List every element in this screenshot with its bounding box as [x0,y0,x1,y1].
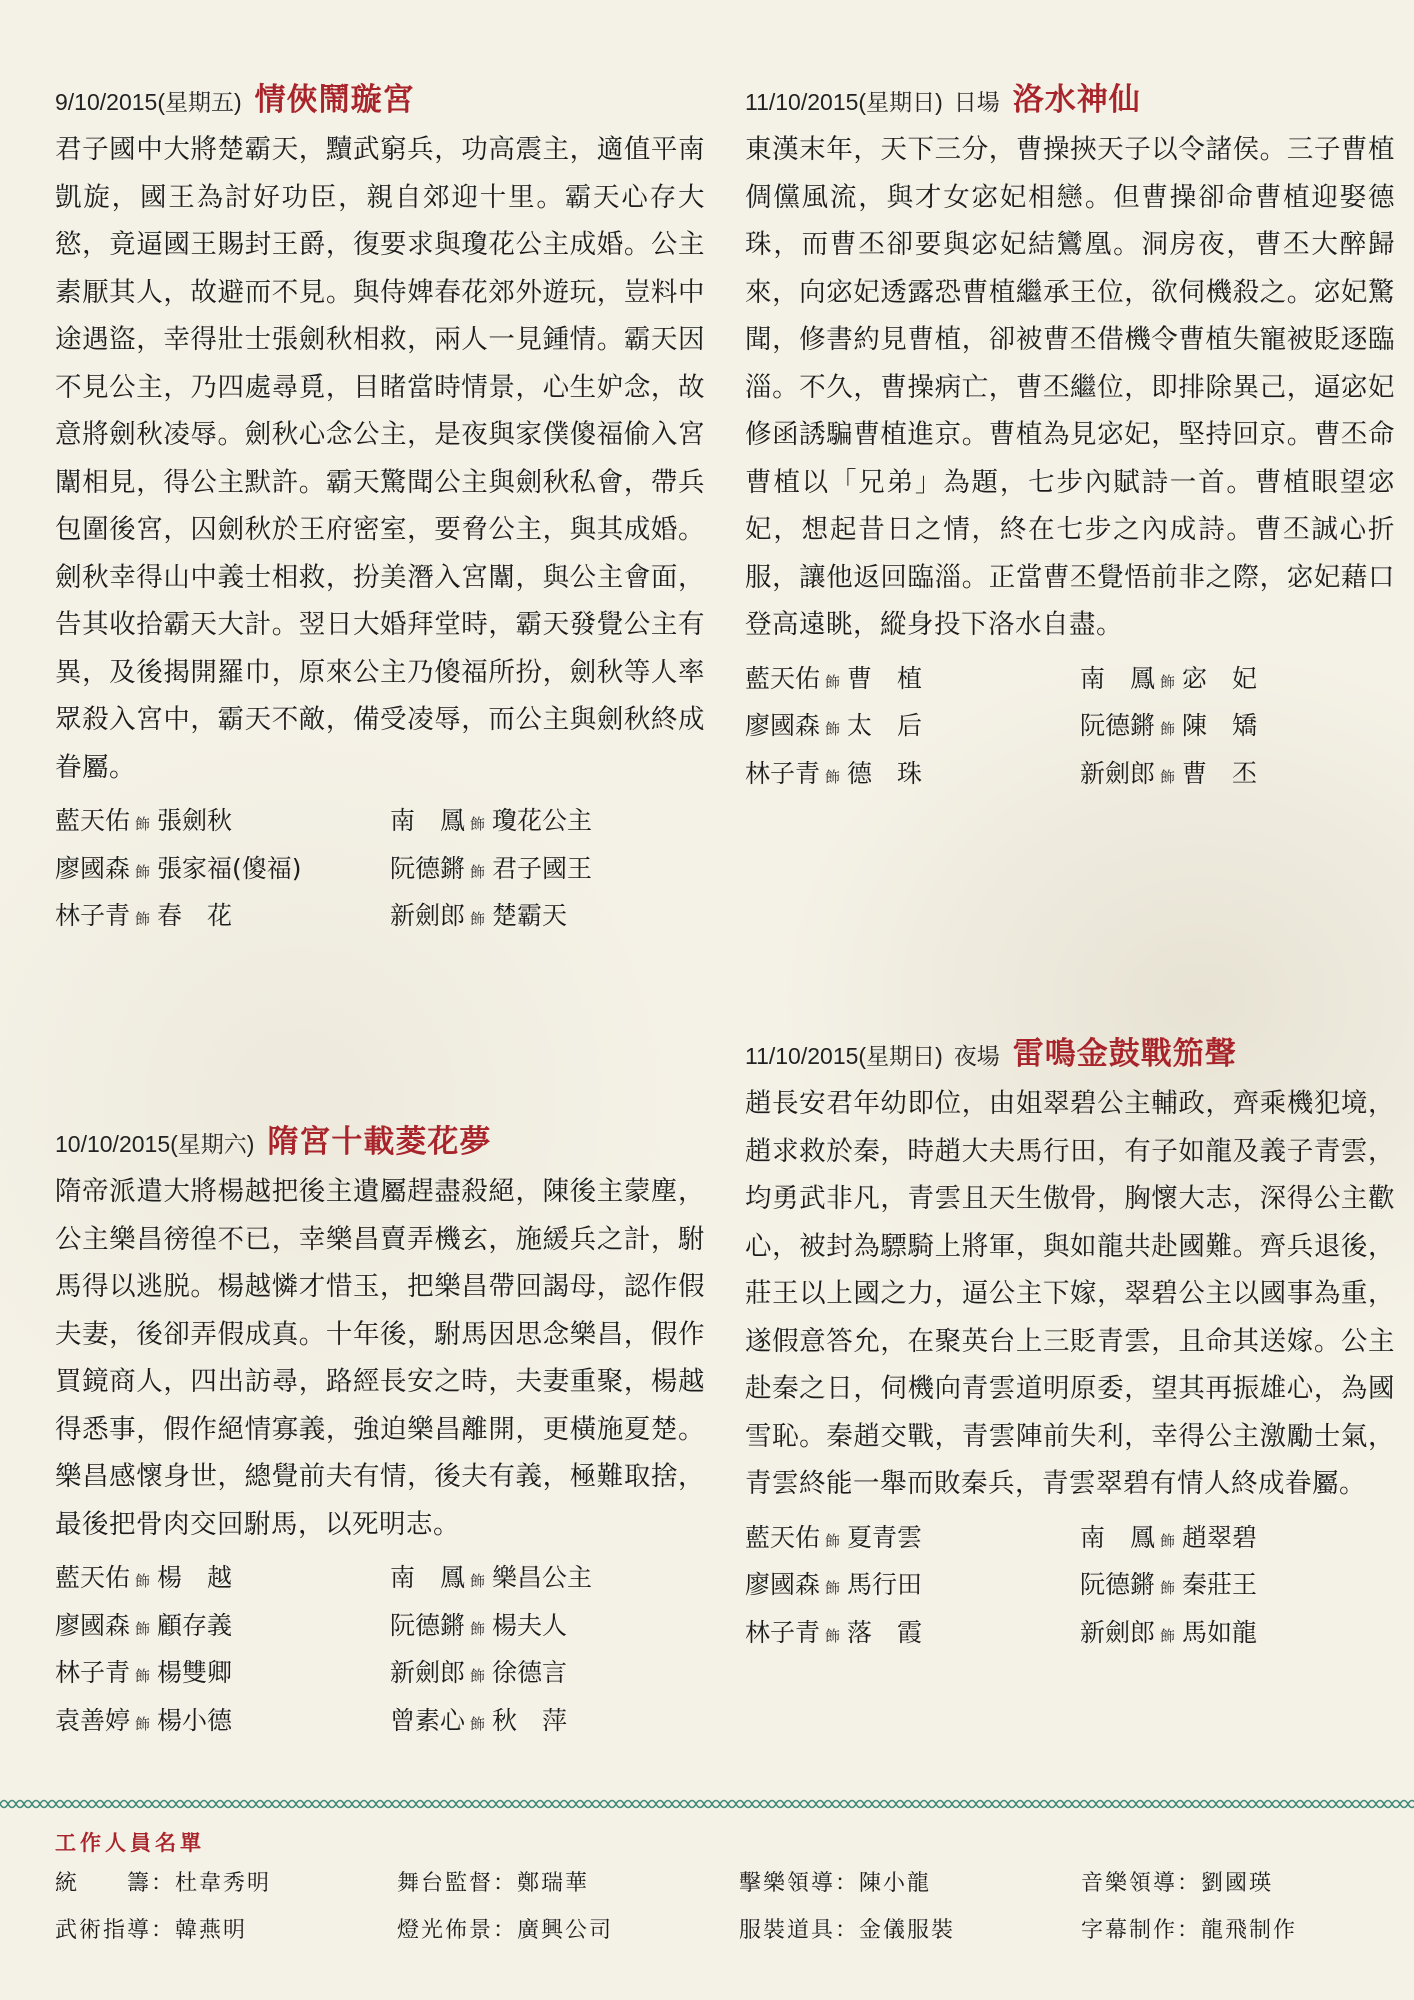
cast-entry [55,797,390,849]
show-header [745,1030,1395,1078]
cast-entry [745,655,1080,707]
cast-as-label: 飾 [825,672,841,691]
cast-row [745,1561,1395,1609]
cast-role: 顧存義 [157,1610,233,1640]
cast-role: 太 后 [847,711,923,740]
cast-entry [55,1649,390,1701]
cast-as-label: 飾 [1160,720,1176,738]
cast-role: 馬行田 [847,1570,923,1599]
cast-entry [745,702,1080,754]
staff-list [55,1826,1375,1954]
staff-item: 擊樂領導：陳小龍 [739,1871,932,1896]
cast-entry [1080,750,1414,802]
cast-entry [390,797,725,849]
cast-entry [390,845,725,897]
cast-role: 楊夫人 [492,1610,568,1640]
cast-actor: 林子青 [745,1617,821,1647]
cast-actor: 阮德鏘 [1080,1570,1156,1599]
cast-as-label: 飾 [470,815,486,833]
cast-as-label: 飾 [135,1619,151,1638]
show-section-4 [745,1030,1395,1656]
staff-item: 統 籌：杜韋秀明 [55,1871,272,1896]
cast-actor: 新劍郎 [390,901,466,930]
cast-role: 春 花 [157,901,233,930]
show-header [745,76,1395,124]
cast-entry [1080,655,1414,707]
cast-role: 馬如龍 [1182,1617,1258,1647]
cast-as-label: 飾 [470,1714,486,1733]
cast-entry [390,1697,725,1749]
show-section-2 [745,76,1395,797]
cast-role: 樂昌公主 [492,1563,593,1592]
cast-as-label: 飾 [135,1572,151,1590]
show-title: 情俠鬧璇宮 [254,82,415,118]
cast-entry [745,1561,1080,1613]
cast-actor: 廖國森 [745,711,821,740]
show-time: 日場 [953,90,1000,116]
cast-actor: 廖國森 [55,1610,131,1640]
cast-actor: 阮德鏘 [1080,711,1156,740]
staff-heading: 工作人員名單 [55,1830,205,1855]
cast-as-label: 飾 [1160,1626,1176,1645]
show-header [55,76,705,124]
cast-actor: 新劍郎 [390,1658,466,1687]
show-section-3 [55,1118,705,1744]
staff-item: 字幕制作：龍飛制作 [1081,1918,1298,1943]
cast-as-label: 飾 [470,1572,486,1590]
cast-role: 楊小德 [157,1705,233,1735]
show-title: 雷鳴金鼓戰笳聲 [1012,1036,1237,1072]
cast-actor: 南 鳳 [390,1563,466,1592]
cast-role: 張家福(傻福) [157,853,302,883]
cast-row [55,892,705,940]
cast-list [745,655,1395,798]
staff-item: 服裝道具：金儀服裝 [739,1918,956,1943]
cast-as-label: 飾 [135,815,151,833]
cast-as-label: 飾 [470,1619,486,1638]
cast-entry [390,892,725,944]
cast-as-label: 飾 [825,720,841,738]
show-date: 11/10/2015(星期日) [745,89,943,115]
staff-item: 武術指導：韓燕明 [55,1918,248,1943]
show-header [55,1118,705,1166]
cast-as-label: 飾 [1160,767,1176,786]
cast-entry [1080,702,1414,754]
cast-role: 楚霸天 [492,901,568,930]
show-title: 洛水神仙 [1012,82,1141,118]
cast-actor: 廖國森 [745,1570,821,1599]
cast-role: 夏青雲 [847,1522,923,1552]
cast-entry [55,1602,390,1654]
cast-entry [390,1554,725,1606]
cast-row [745,655,1395,703]
cast-entry [390,1649,725,1701]
cast-role: 陳 矯 [1182,711,1258,740]
cast-role: 秦莊王 [1182,1570,1258,1599]
cast-as-label: 飾 [825,1531,841,1550]
cast-row [55,1649,705,1697]
cast-as-label: 飾 [470,1667,486,1685]
show-date: 11/10/2015(星期日) [745,1043,943,1069]
staff-row [55,1907,1375,1954]
cast-entry [55,892,390,944]
cast-list [745,1514,1395,1657]
cast-role: 曹 丕 [1182,758,1258,788]
cast-row [745,702,1395,750]
cast-list [55,797,705,940]
cast-role: 曹 植 [847,663,923,693]
cast-row [745,1514,1395,1562]
cast-actor: 廖國森 [55,853,131,883]
cast-actor: 南 鳳 [1080,663,1156,693]
cast-actor: 南 鳳 [1080,1522,1156,1552]
cast-role: 秋 萍 [492,1705,568,1735]
staff-item: 燈光佈景：廣興公司 [397,1918,614,1943]
cast-row [55,1602,705,1650]
show-synopsis: 隋帝派遣大將楊越把後主遺屬趕盡殺絕，陳後主蒙塵，公主樂昌徬徨不已，幸樂昌賣弄機玄，施緩兵之計，駙馬得以逃脱。楊越憐才惜玉，把樂昌帶回謁母，認作假夫妻，後卻弄假成真。十年後，駙馬因思念樂昌，假作買鏡商人，四出訪尋，路經長安之時，夫妻重聚，楊越得悉事，假作絕情寡義，強迫樂昌離開，更橫施夏楚。樂昌感懷身世，總覺前夫有情，後夫有義，極難取捨，最後把骨肉交回駙馬，以死明志。 [55,1176,705,1540]
cast-actor: 新劍郎 [1080,1617,1156,1647]
cast-entry [1080,1609,1414,1661]
cast-entry [55,1554,390,1606]
show-time: 夜場 [953,1044,1000,1070]
cast-role: 德 珠 [847,758,923,788]
cast-entry [745,750,1080,802]
cast-row [55,845,705,893]
staff-item: 音樂領導：劉國瑛 [1081,1871,1274,1896]
cast-entry [1080,1561,1414,1613]
show-synopsis: 東漢末年，天下三分，曹操挾天子以令諸侯。三子曹植倜儻風流，與才女宓妃相戀。但曹操卻命曹植迎娶德珠，而曹丕卻要與宓妃結鸞凰。洞房夜，曹丕大醉歸來，向宓妃透露恐曹植繼承王位，欲伺機殺之。宓妃驚聞，修書約見曹植，卻被曹丕借機令曹植失寵被貶逐臨淄。不久，曹操病亡，曹丕繼位，即排除異己，逼宓妃修函誘騙曹植進京。曹植為見宓妃，堅持回京。曹丕命曹植以「兄弟」為題，七步內賦詩一首。曹植眼望宓妃，想起昔日之情，終在七步之內成詩。曹丕誠心折服，讓他返回臨淄。正當曹丕覺悟前非之際，宓妃藉口登高遠眺，縱身投下洛水自盡。 [745,134,1395,640]
cast-actor: 林子青 [55,901,131,930]
cast-entry [1080,1514,1414,1566]
cast-actor: 袁善婷 [55,1705,131,1735]
cast-as-label: 飾 [825,767,841,786]
cast-as-label: 飾 [825,1579,841,1597]
cast-as-label: 飾 [470,910,486,928]
cast-row [55,797,705,845]
cast-row [55,1697,705,1745]
staff-item: 舞台監督：鄭瑞華 [397,1871,590,1896]
cast-actor: 阮德鏘 [390,853,466,883]
staff-row [55,1860,1375,1907]
cast-actor: 阮德鏘 [390,1610,466,1640]
cast-role: 君子國王 [492,853,593,883]
cast-as-label: 飾 [135,1667,151,1685]
cast-role: 落 霞 [847,1617,923,1647]
cast-entry [745,1514,1080,1566]
show-synopsis: 君子國中大將楚霸天，黷武窮兵，功高震主，適值平南凱旋，國王為討好功臣，親自郊迎十里。霸天心存大慾，竟逼國王賜封王爵，復要求與瓊花公主成婚。公主素厭其人，故避而不見。與侍婢春花郊外遊玩，豈料中途遇盜，幸得壯士張劍秋相救，兩人一見鍾情。霸天因不見公主，乃四處尋覓，目睹當時情景，心生妒念，故意將劍秋凌辱。劍秋心念公主，是夜與家僕傻福偷入宮闈相見，得公主默許。霸天驚聞公主與劍秋私會，帶兵包圍後宮，囚劍秋於王府密室，要脅公主，與其成婚。劍秋幸得山中義士相救，扮美潛入宮闈，與公主會面，告其收拾霸天大計。翌日大婚拜堂時，霸天發覺公主有異，及後揭開羅巾，原來公主乃傻福所扮，劍秋等人率眾殺入宮中，霸天不敵，備受凌辱，而公主與劍秋終成眷屬。 [55,134,705,783]
cast-actor: 林子青 [745,758,821,788]
cast-actor: 新劍郎 [1080,758,1156,788]
cast-role: 張劍秋 [157,806,233,835]
cast-role: 徐德言 [492,1658,568,1687]
cast-as-label: 飾 [135,862,151,881]
cast-as-label: 飾 [1160,672,1176,691]
show-date: 10/10/2015(星期六) [55,1131,255,1157]
cast-as-label: 飾 [135,910,151,928]
cast-row [745,750,1395,798]
show-section-1 [55,76,705,940]
cast-role: 楊雙卿 [157,1658,233,1687]
cast-actor: 藍天佑 [55,806,131,835]
cast-role: 宓 妃 [1182,663,1258,693]
cast-entry [390,1602,725,1654]
cast-row [55,1554,705,1602]
cast-role: 楊 越 [157,1563,233,1592]
cast-actor: 南 鳳 [390,806,466,835]
cast-role: 瓊花公主 [492,806,593,835]
cast-actor: 藍天佑 [745,1522,821,1552]
cast-as-label: 飾 [1160,1579,1176,1597]
show-date: 9/10/2015(星期五) [55,89,242,115]
cast-entry [55,1697,390,1749]
cast-list [55,1554,705,1744]
cast-as-label: 飾 [135,1714,151,1733]
show-title: 隋宮十載菱花夢 [267,1124,492,1160]
cast-entry [745,1609,1080,1661]
cast-row [745,1609,1395,1657]
cast-role: 趙翠碧 [1182,1522,1258,1552]
cast-as-label: 飾 [1160,1531,1176,1550]
cast-actor: 林子青 [55,1658,131,1687]
cast-actor: 曾素心 [390,1705,466,1735]
decorative-divider [0,1794,1414,1814]
cast-actor: 藍天佑 [745,663,821,693]
cast-as-label: 飾 [470,862,486,881]
cast-as-label: 飾 [825,1626,841,1645]
cast-actor: 藍天佑 [55,1563,131,1592]
cast-entry [55,845,390,897]
show-synopsis: 趙長安君年幼即位，由姐翠碧公主輔政，齊乘機犯境，趙求救於秦，時趙大夫馬行田，有子如龍及義子青雲，均勇武非凡，青雲且天生傲骨，胸懷大志，深得公主歡心，被封為驃騎上將軍，與如龍共赴國難。齊兵退後，莊王以上國之力，逼公主下嫁，翠碧公主以國事為重，遂假意答允，在聚英台上三貶青雲，且命其送嫁。公主赴秦之日，伺機向青雲道明原委，望其再振雄心，為國雪恥。秦趙交戰，青雲陣前失利，幸得公主激勵士氣，青雲終能一舉而敗秦兵，青雲翠碧有情人終成眷屬。 [745,1088,1395,1499]
